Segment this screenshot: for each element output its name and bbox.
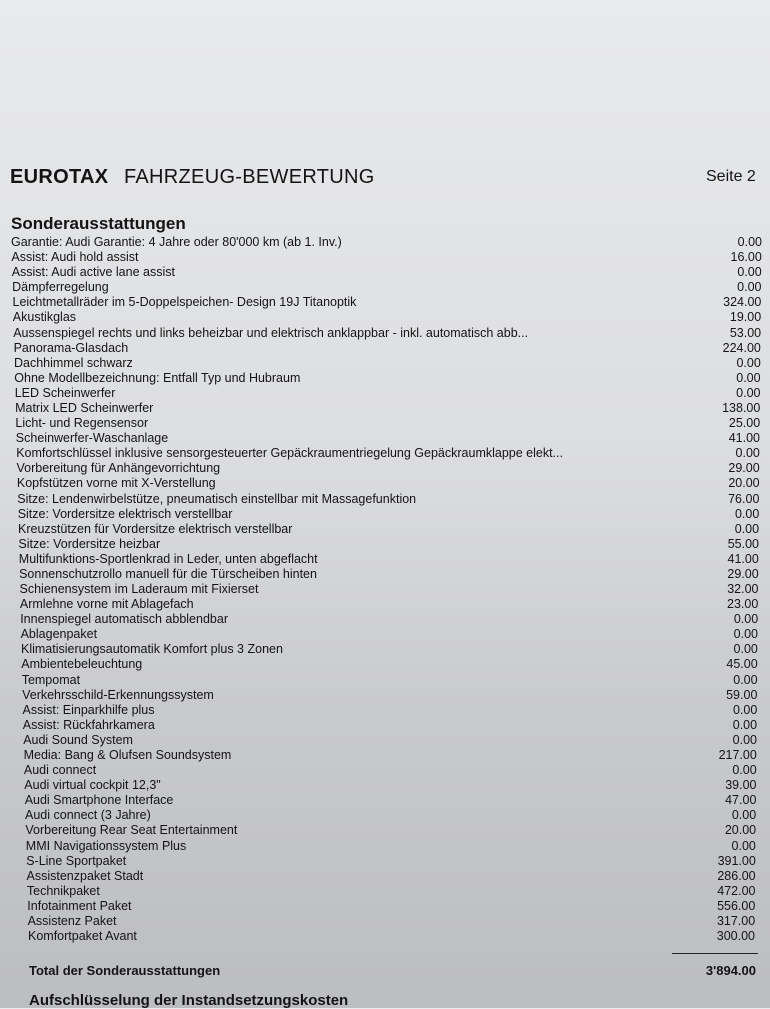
item-value: 59.00 bbox=[726, 687, 758, 702]
item-label: LED Scheinwerfer bbox=[14, 385, 116, 400]
list-item bbox=[0, 673, 756, 688]
item-value: 0.00 bbox=[736, 385, 761, 400]
list-item bbox=[0, 401, 761, 416]
item-label: Ambientebeleuchtung bbox=[21, 657, 143, 672]
list-item bbox=[0, 310, 762, 325]
item-value: 0.00 bbox=[737, 265, 762, 280]
item-value: 472.00 bbox=[717, 883, 756, 898]
next-section-heading: Aufschlüsselung der Instandsetzungskosten bbox=[29, 992, 349, 1009]
list-item bbox=[0, 431, 760, 446]
list-item bbox=[0, 491, 760, 507]
item-label: Infotainment Paket bbox=[27, 898, 132, 913]
item-value: 41.00 bbox=[728, 431, 760, 446]
item-label: Audi Sound System bbox=[23, 732, 133, 747]
list-item bbox=[0, 235, 762, 250]
item-label: Dachhimmel schwarz bbox=[14, 355, 133, 370]
list-item bbox=[0, 597, 759, 612]
list-item bbox=[0, 280, 762, 295]
total-value: 3'894.00 bbox=[705, 963, 756, 978]
item-value: 0.00 bbox=[734, 521, 760, 536]
item-value: 0.00 bbox=[732, 717, 758, 732]
list-item bbox=[0, 778, 756, 793]
list-item bbox=[0, 884, 756, 899]
item-value: 20.00 bbox=[724, 823, 757, 838]
list-item bbox=[0, 582, 759, 597]
list-item bbox=[0, 733, 756, 748]
list-item bbox=[0, 355, 761, 371]
item-value: 47.00 bbox=[725, 793, 757, 808]
item-value: 0.00 bbox=[736, 355, 761, 370]
list-item bbox=[0, 763, 756, 778]
total-label: Total der Sonderausstattungen bbox=[29, 963, 221, 978]
item-label: Leichtmetallräder im 5-Doppelspeichen- Design 19J Titanoptik bbox=[12, 295, 357, 310]
item-value: 300.00 bbox=[716, 929, 755, 943]
item-label: Garantie: Audi Garantie: 4 Jahre oder 80'000 km (ab 1. Inv.) bbox=[11, 235, 342, 249]
list-item bbox=[0, 688, 756, 703]
list-item bbox=[0, 461, 760, 476]
item-value: 0.00 bbox=[737, 235, 762, 249]
item-value: 45.00 bbox=[726, 657, 758, 672]
item-label: Sitze: Vordersitze heizbar bbox=[18, 536, 161, 551]
item-value: 23.00 bbox=[727, 597, 759, 612]
item-label: Sonnenschutzrollo manuell für die Türscheiben hinten bbox=[19, 566, 317, 581]
item-value: 20.00 bbox=[728, 476, 760, 491]
item-label: MMI Navigationssystem Plus bbox=[25, 838, 187, 853]
item-value: 76.00 bbox=[728, 491, 760, 506]
total-divider bbox=[672, 953, 758, 954]
list-item bbox=[0, 325, 762, 341]
item-label: Schienensystem im Laderaum mit Fixierset bbox=[19, 582, 259, 596]
item-label: Audi connect (3 Jahre) bbox=[25, 808, 151, 823]
item-label: Kreuzstützen für Vordersitze elektrisch verstellbar bbox=[18, 521, 293, 536]
list-item bbox=[0, 929, 756, 944]
list-item bbox=[0, 506, 760, 522]
list-item bbox=[0, 370, 761, 386]
item-value: 224.00 bbox=[722, 340, 761, 355]
list-item bbox=[0, 536, 759, 552]
item-label: Kopfstützen vorne mit X-Verstellung bbox=[16, 476, 216, 491]
item-value: 138.00 bbox=[722, 401, 761, 415]
item-value: 16.00 bbox=[730, 250, 762, 265]
list-item bbox=[0, 446, 760, 461]
list-item bbox=[0, 295, 762, 310]
item-value: 0.00 bbox=[732, 732, 757, 747]
item-value: 317.00 bbox=[716, 913, 756, 928]
item-label: Innenspiegel automatisch abblendbar bbox=[20, 612, 228, 627]
item-label: Scheinwerfer-Waschanlage bbox=[15, 431, 169, 446]
item-value: 32.00 bbox=[727, 582, 759, 596]
item-value: 0.00 bbox=[735, 446, 760, 461]
item-value: 0.00 bbox=[737, 280, 762, 295]
list-item bbox=[0, 476, 760, 491]
page-number: Seite 2 bbox=[706, 168, 756, 185]
item-value: 0.00 bbox=[731, 838, 756, 853]
item-label: Matrix LED Scheinwerfer bbox=[15, 401, 154, 415]
list-item bbox=[0, 823, 756, 838]
list-item bbox=[0, 793, 756, 808]
list-item bbox=[0, 340, 761, 356]
list-item bbox=[0, 869, 756, 884]
item-value: 0.00 bbox=[736, 370, 761, 385]
list-item bbox=[0, 612, 759, 627]
item-label: Tempomat bbox=[21, 672, 81, 687]
item-label: Vorbereitung für Anhängevorrichtung bbox=[16, 461, 221, 476]
list-item bbox=[0, 627, 756, 642]
item-value: 391.00 bbox=[717, 853, 756, 868]
item-label: Multifunktions-Sportlenkrad in Leder, unten abgeflacht bbox=[18, 551, 318, 566]
item-label: Sitze: Vordersitze elektrisch verstellbar bbox=[17, 506, 233, 521]
list-item bbox=[0, 642, 756, 657]
list-item bbox=[0, 839, 756, 854]
list-item bbox=[0, 265, 762, 280]
item-label: Assist: Einparkhilfe plus bbox=[22, 702, 155, 717]
item-value: 25.00 bbox=[728, 416, 761, 430]
item-label: Akustikglas bbox=[12, 310, 77, 325]
list-item bbox=[0, 899, 756, 914]
list-item bbox=[0, 566, 759, 582]
item-value: 0.00 bbox=[733, 672, 758, 687]
item-label: Armlehne vorne mit Ablagefach bbox=[19, 597, 194, 612]
list-item bbox=[0, 748, 756, 763]
document-title: FAHRZEUG-BEWERTUNG bbox=[124, 166, 375, 188]
list-item bbox=[0, 703, 756, 718]
item-value: 0.00 bbox=[733, 612, 759, 627]
item-label: Sitze: Lendenwirbelstütze, pneumatisch einstellbar mit Massagefunktion bbox=[17, 491, 417, 506]
list-item bbox=[0, 657, 756, 672]
item-value: 324.00 bbox=[723, 295, 762, 310]
list-item bbox=[0, 808, 756, 823]
item-value: 0.00 bbox=[732, 702, 758, 717]
item-label: Komfortpaket Avant bbox=[28, 929, 137, 943]
item-value: 0.00 bbox=[733, 642, 758, 657]
list-item bbox=[0, 551, 759, 567]
brand-name: EUROTAX bbox=[10, 166, 109, 188]
item-value: 0.00 bbox=[732, 763, 757, 777]
item-label: Audi Smartphone Interface bbox=[24, 793, 174, 808]
list-item bbox=[0, 718, 756, 733]
item-label: Komfortschlüssel inklusive sensorgesteuerter Gepäckraumentriegelung Gepäckraumklappe elekt... bbox=[16, 446, 563, 461]
item-value: 29.00 bbox=[728, 461, 760, 476]
item-value: 29.00 bbox=[727, 566, 759, 581]
item-label: Ablagenpaket bbox=[20, 627, 98, 642]
item-value: 217.00 bbox=[718, 748, 757, 762]
item-value: 0.00 bbox=[731, 808, 757, 823]
list-item bbox=[0, 416, 761, 431]
item-label: Dämpferregelung bbox=[12, 280, 109, 295]
section-heading: Sonderausstattungen bbox=[11, 214, 186, 233]
list-item bbox=[0, 385, 761, 401]
item-label: Licht- und Regensensor bbox=[15, 416, 149, 430]
list-item bbox=[0, 914, 756, 929]
item-value: 55.00 bbox=[727, 536, 759, 551]
item-label: Technikpaket bbox=[26, 883, 100, 898]
item-label: Assist: Audi hold assist bbox=[11, 250, 139, 265]
item-label: S-Line Sportpaket bbox=[26, 853, 127, 868]
item-value: 39.00 bbox=[725, 778, 757, 793]
item-label: Verkehrsschild-Erkennungssystem bbox=[22, 687, 214, 702]
item-label: Audi connect bbox=[23, 763, 97, 777]
item-value: 286.00 bbox=[717, 868, 756, 883]
item-label: Ohne Modellbezeichnung: Entfall Typ und Hubraum bbox=[14, 370, 301, 385]
item-label: Vorbereitung Rear Seat Entertainment bbox=[25, 823, 238, 838]
item-value: 0.00 bbox=[733, 627, 758, 642]
item-value: 0.00 bbox=[734, 506, 760, 521]
item-label: Panorama-Glasdach bbox=[13, 340, 129, 355]
item-label: Audi virtual cockpit 12,3" bbox=[24, 778, 161, 793]
list-item bbox=[0, 250, 762, 265]
item-label: Klimatisierungsautomatik Komfort plus 3 Zonen bbox=[21, 642, 283, 657]
item-label: Assistenzpaket Stadt bbox=[26, 868, 144, 883]
item-label: Assist: Rückfahrkamera bbox=[22, 717, 155, 732]
item-label: Assistenz Paket bbox=[27, 913, 117, 928]
item-value: 53.00 bbox=[729, 325, 762, 340]
item-label: Media: Bang & Olufsen Soundsystem bbox=[23, 748, 232, 762]
item-label: Assist: Audi active lane assist bbox=[11, 265, 175, 280]
item-label: Aussenspiegel rechts und links beheizbar und elektrisch anklappbar - inkl. automatisch abb... bbox=[13, 325, 529, 340]
list-item bbox=[0, 854, 756, 869]
item-value: 19.00 bbox=[729, 310, 762, 325]
item-value: 556.00 bbox=[717, 898, 756, 913]
list-item bbox=[0, 521, 760, 537]
item-value: 41.00 bbox=[727, 551, 759, 566]
